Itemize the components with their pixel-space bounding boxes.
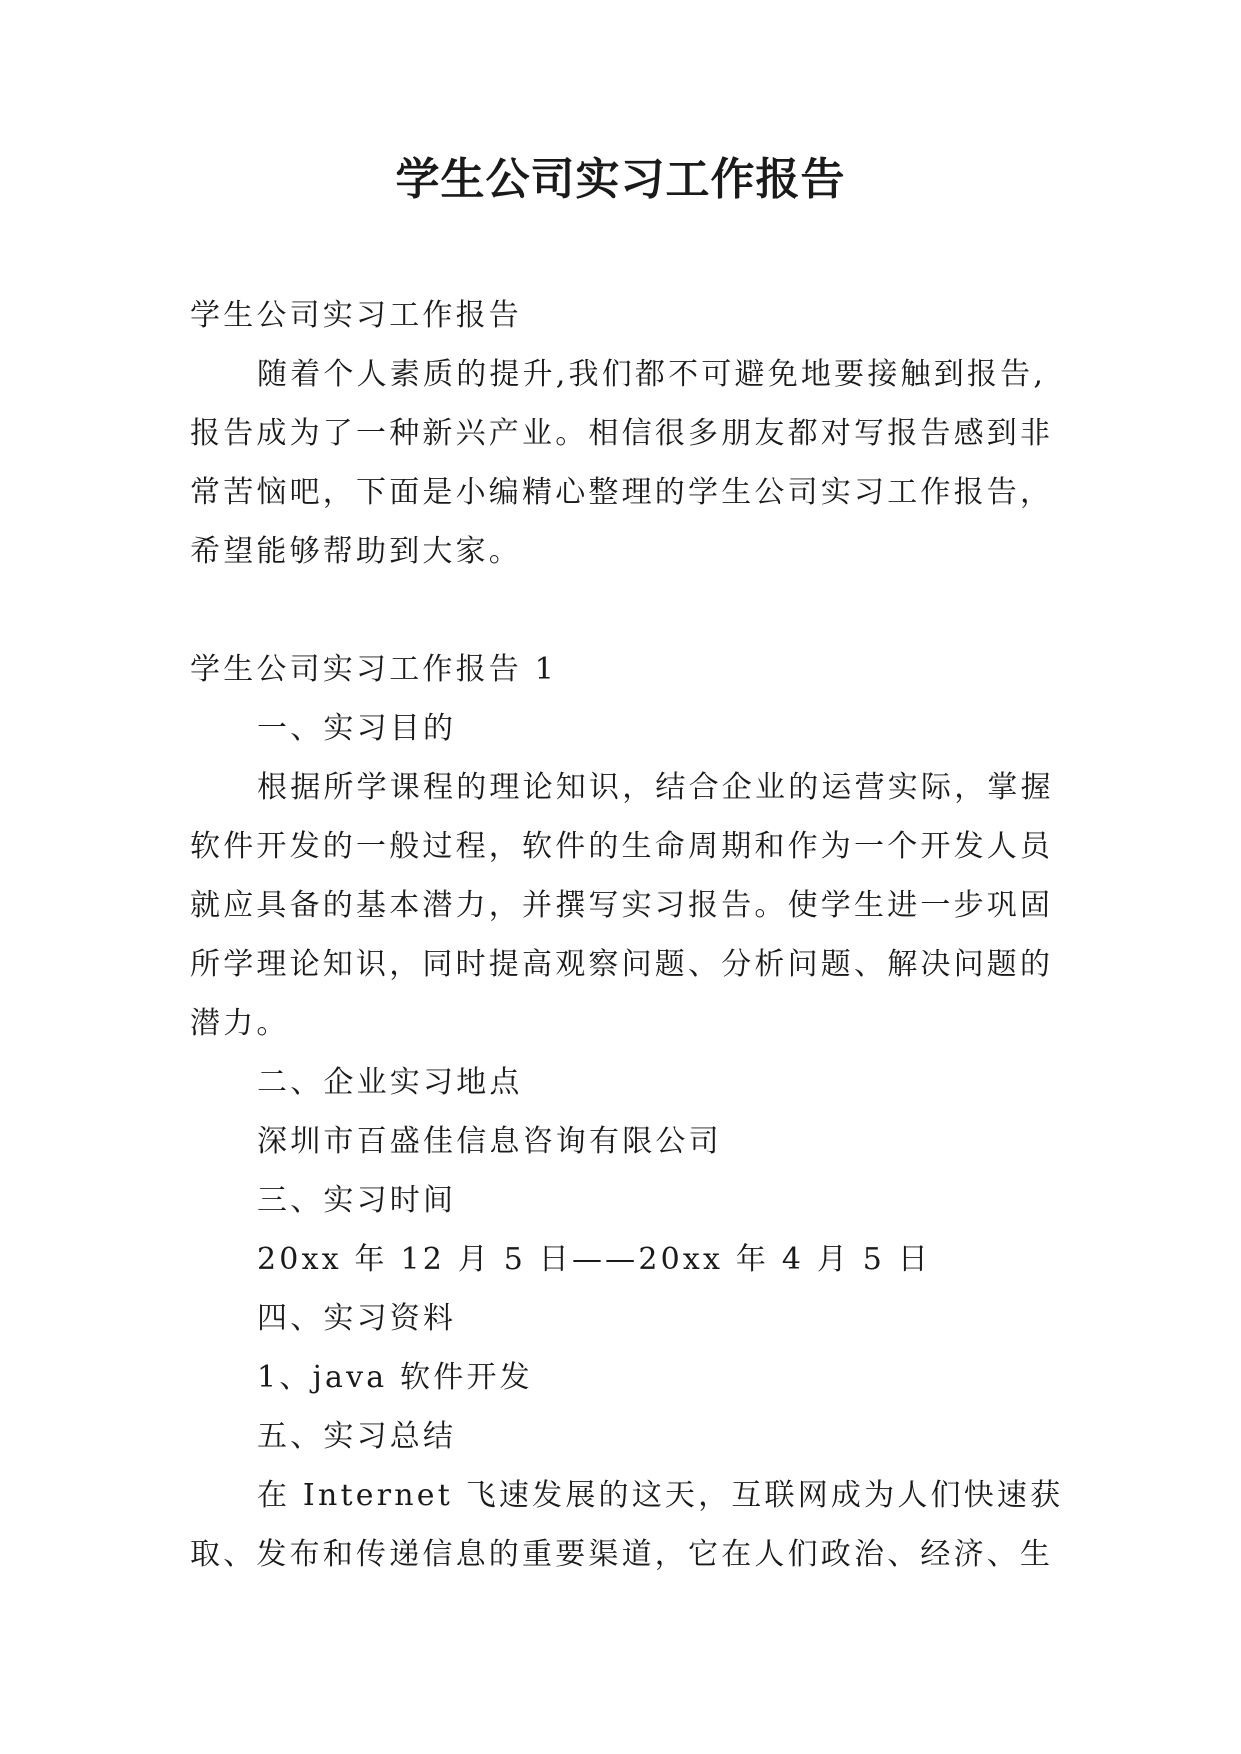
paragraph-line: 20xx 年 12 月 5 日——20xx 年 4 月 5 日 <box>257 1242 932 1277</box>
paragraph-line: 1、java 软件开发 <box>257 1360 533 1395</box>
subheading-location: 二、企业实习地点 <box>257 1065 523 1100</box>
section-heading-intro: 学生公司实习工作报告 <box>190 298 522 333</box>
section-heading-report-1: 学生公司实习工作报告 1 <box>190 652 558 687</box>
subheading-summary: 五、实习总结 <box>257 1419 457 1454</box>
paragraph-line: 所学理论知识，同时提高观察问题、分析问题、解决问题的 <box>190 947 1054 982</box>
subheading-purpose: 一、实习目的 <box>257 711 457 746</box>
paragraph-line: 随着个人素质的提升,我们都不可避免地要接触到报告, <box>257 357 1047 392</box>
paragraph-line: 报告成为了一种新兴产业。相信很多朋友都对写报告感到非 <box>190 416 1054 451</box>
paragraph-line: 潜力。 <box>190 1006 290 1041</box>
paragraph-line: 常苦恼吧，下面是小编精心整理的学生公司实习工作报告， <box>190 475 1054 510</box>
paragraph-line: 取、发布和传递信息的重要渠道，它在人们政治、经济、生 <box>190 1537 1054 1572</box>
subheading-materials: 四、实习资料 <box>257 1301 457 1336</box>
paragraph-line: 根据所学课程的理论知识，结合企业的运营实际，掌握 <box>257 770 1054 805</box>
subheading-time: 三、实习时间 <box>257 1183 457 1218</box>
paragraph-line: 希望能够帮助到大家。 <box>190 534 522 569</box>
paragraph-line: 在 Internet 飞速发展的这天，互联网成为人们快速获 <box>257 1478 1064 1513</box>
paragraph-line: 深圳市百盛佳信息咨询有限公司 <box>257 1124 722 1159</box>
paragraph-line: 软件开发的一般过程，软件的生命周期和作为一个开发人员 <box>190 829 1054 864</box>
paragraph-line: 就应具备的基本潜力，并撰写实习报告。使学生进一步巩固 <box>190 888 1054 923</box>
document-title: 学生公司实习工作报告 <box>395 154 846 205</box>
